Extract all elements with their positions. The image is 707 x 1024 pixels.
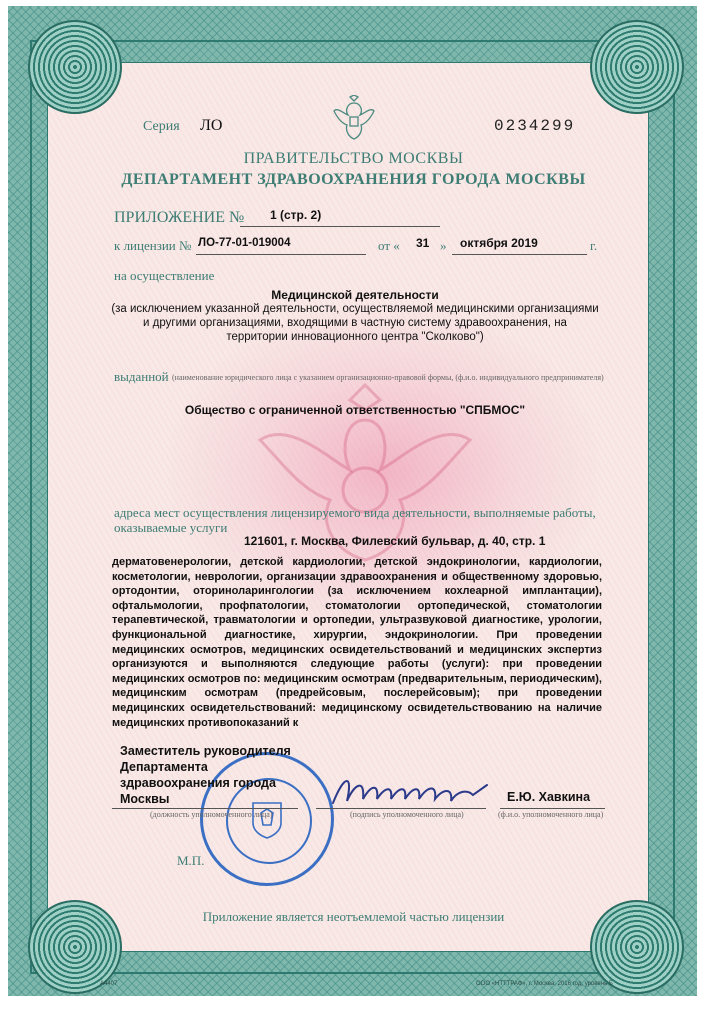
date-underline: [452, 254, 587, 255]
series-value: ЛО: [200, 117, 223, 134]
signatory-name: Е.Ю. Хавкина: [507, 790, 591, 804]
caption-position: (должность уполномоченного лица): [150, 810, 273, 819]
signatory-position: Заместитель руководителя Департамента здравоохранения города Москвы: [120, 744, 291, 806]
caption-name: (ф.и.о. уполномоченного лица): [498, 810, 604, 819]
address-value: 121601, г. Москва, Филевский бульвар, д. 40, стр. 1: [244, 534, 546, 548]
activity-line-3: территории инновационного центра "Сколково"): [226, 331, 484, 343]
printer-code-right: ООО «НТТТРАФ», г. Москва, 2016 год, уровень Б: [476, 981, 613, 987]
activity-line-1: (за исключением указанной деятельности, осуществляемой медицинскими организациями: [111, 303, 599, 315]
position-underline: [112, 808, 298, 809]
name-underline: [500, 808, 605, 809]
corner-rosette-top-left: [28, 20, 122, 114]
appendix-underline: [240, 226, 440, 227]
appendix-number: 1 (стр. 2): [270, 208, 322, 222]
document-number: 0234299: [494, 117, 576, 135]
date-year-suffix: г.: [590, 238, 598, 253]
government-title: ПРАВИТЕЛЬСТВО МОСКВЫ: [243, 150, 464, 167]
coat-of-arms-icon: [333, 95, 375, 141]
license-underline: [196, 254, 366, 255]
footer-note: Приложение является неотъемлемой частью лицензии: [202, 909, 505, 924]
appendix-label: ПРИЛОЖЕНИЕ №: [114, 209, 245, 226]
date-day: 31: [416, 236, 430, 250]
activity-label: на осуществление: [114, 268, 215, 283]
series-label: Серия: [143, 119, 180, 134]
signature-underline: [316, 808, 486, 809]
license-number: ЛО-77-01-019004: [198, 237, 291, 249]
date-month-year: октября 2019: [460, 236, 538, 250]
seal-place-label: М.П.: [177, 853, 205, 868]
organization-name: Общество с ограниченной ответственностью "СПБМОС": [184, 403, 526, 417]
printer-code-left: А4407: [100, 981, 118, 987]
issued-caption: (наименование юридического лица с указанием организационно-правовой формы, (ф.и.о. индивидуального предпринимателя): [172, 373, 604, 382]
address-label-line-1: адреса мест осуществления лицензируемого вида деятельности, выполняемые работы,: [114, 505, 596, 520]
address-label-line-2: оказываемые услуги: [114, 520, 228, 535]
activity-line-2: и другими организациями, входящими в частную систему здравоохранения, на: [143, 317, 567, 329]
department-title: ДЕПАРТАМЕНТ ЗДРАВООХРАНЕНИЯ ГОРОДА МОСКВЫ: [121, 171, 586, 188]
date-from-label: от «: [378, 238, 400, 253]
services-text: дерматовенерологии, детской кардиологии, детской эндокринологии, кардиологии, косметологии, неврологии, организации здравоохранения и общественному здоровью, ортодонтии, оториноларингологии (за исключением кохлеарной имплантации), офтальмологии, профпатологии, стоматологии ортопедической, стоматологии терапевтической, травматологии и ортопедии, ультразвуковой диагностике, урологии, функциональной диагностике, хирургии, эндокринологии. При проведении медицинских осмотров, медицинских освидетельствований и медицинских экспертиз организуются и выполняются следующие работы (услуги): при проведении медицинских осмотров по: медицинским осмотрам (предварительным, периодическим), медицинским осмотрам (предрейсовым, послерейсовым); при проведении медицинских освидетельствований: медицинскому освидетельствованию на наличие медицинских противопоказаний к: [112, 556, 602, 729]
caption-signature: (подпись уполномоченного лица): [350, 810, 464, 819]
issued-label: выданной: [114, 369, 169, 384]
date-day-close: »: [440, 238, 447, 253]
license-label: к лицензии №: [114, 238, 192, 253]
activity-title: Медицинской деятельности: [271, 288, 439, 302]
corner-rosette-top-right: [590, 20, 684, 114]
